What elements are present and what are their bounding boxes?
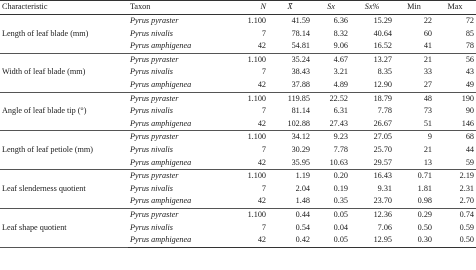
cell-characteristic: Width of leaf blade (mm) [0,53,128,92]
cell-min: 0.71 [394,170,434,183]
cell-n: 7 [261,222,266,232]
cell-n: 42 [228,118,268,131]
cell-n: 1.100 [228,170,268,183]
table-row [0,15,476,28]
cell-sx-pct: 16.52 [350,40,394,53]
cell-characteristic: Length of leaf petiole (mm) [0,131,128,170]
cell-max: 59 [434,157,476,170]
cell-n: 7 [261,67,266,77]
cell-taxon: Pyrus pyraster [128,170,228,183]
cell-taxon: Pyrus amphigenea [128,157,228,170]
cell-taxon: Pyrus amphigenea [128,195,228,208]
table-body [0,15,476,248]
header-min: Min [394,1,434,15]
cell-sx-pct: 26.67 [350,118,394,131]
cell-n: 42 [228,79,268,92]
cell-mean: 1.19 [268,170,312,183]
cell-mean: 0.54 [295,222,310,232]
cell-max: 72 [434,15,476,28]
cell-mean: 2.04 [295,183,310,193]
header-characteristic: Characteristic [0,1,128,15]
header-row [0,1,476,15]
cell-n: 1.100 [228,53,268,66]
cell-min: 13 [394,157,434,170]
table-row [0,53,476,66]
cell-sd: 9.23 [312,131,350,144]
cell-mean: 102.88 [268,118,312,131]
cell-mean: 30.29 [291,145,310,155]
cell-sx-pct: 13.27 [350,53,394,66]
cell-mean: 54.81 [268,40,312,53]
cell-taxon: Pyrus nivalis [130,222,173,232]
cell-max: 0.74 [434,208,476,221]
cell-characteristic: Leaf slenderness quotient [0,170,128,209]
cell-n: 7 [261,183,266,193]
cell-max: 2.19 [434,170,476,183]
cell-min: 0.30 [394,234,434,247]
cell-characteristic: Length of leaf blade (mm) [0,15,128,54]
cell-n: 42 [228,157,268,170]
cell-taxon: Pyrus nivalis [130,145,173,155]
table-row [0,170,476,183]
table-row [0,208,476,221]
cell-max: 2.31 [459,183,474,193]
cell-sd: 0.19 [333,183,348,193]
header-n: N [228,1,268,15]
cell-taxon: Pyrus nivalis [130,28,173,38]
cell-max: 44 [465,145,474,155]
cell-min: 22 [394,15,434,28]
cell-min: 0.98 [394,195,434,208]
cell-taxon: Pyrus amphigenea [128,118,228,131]
cell-mean: 0.42 [268,234,312,247]
cell-min: 9 [394,131,434,144]
cell-sd: 9.06 [312,40,350,53]
cell-max: 85 [465,28,474,38]
header-taxon: Taxon [128,1,228,15]
cell-sx-pct: 12.95 [350,234,394,247]
cell-sx-pct: 16.43 [350,170,394,183]
cell-taxon: Pyrus amphigenea [128,79,228,92]
cell-sx-pct: 8.35 [377,67,392,77]
cell-max: 78 [434,40,476,53]
cell-sx-pct: 27.05 [350,131,394,144]
cell-min: 73 [423,106,432,116]
cell-sd: 4.89 [312,79,350,92]
cell-mean: 119.85 [268,92,312,105]
cell-sd: 6.36 [312,15,350,28]
cell-max: 90 [465,106,474,116]
cell-sx-pct: 40.64 [373,28,392,38]
cell-sx-pct: 9.31 [377,183,392,193]
cell-n: 1.100 [228,92,268,105]
cell-n: 1.100 [228,131,268,144]
cell-min: 60 [423,28,432,38]
cell-taxon: Pyrus pyraster [128,53,228,66]
cell-taxon: Pyrus pyraster [128,208,228,221]
cell-n: 7 [261,145,266,155]
cell-mean: 41.59 [268,15,312,28]
cell-sd: 22.52 [312,92,350,105]
cell-n: 1.100 [228,15,268,28]
cell-min: 21 [423,145,432,155]
cell-max: 43 [465,67,474,77]
cell-min: 48 [394,92,434,105]
cell-taxon: Pyrus pyraster [128,15,228,28]
cell-max: 2.70 [434,195,476,208]
cell-sx-pct: 15.29 [350,15,394,28]
cell-sd: 3.21 [333,67,348,77]
cell-n: 42 [228,234,268,247]
cell-n: 42 [228,40,268,53]
cell-sd: 7.78 [333,145,348,155]
cell-taxon: Pyrus nivalis [130,106,173,116]
cell-max: 68 [434,131,476,144]
cell-sx-pct: 29.57 [350,157,394,170]
cell-max: 56 [434,53,476,66]
cell-sx-pct: 7.78 [377,106,392,116]
header-mean: X̄ [268,1,312,15]
cell-sd: 10.63 [312,157,350,170]
table-row [0,131,476,144]
cell-n: 7 [261,106,266,116]
cell-min: 27 [394,79,434,92]
cell-mean: 37.88 [268,79,312,92]
cell-max: 0.50 [434,234,476,247]
cell-taxon: Pyrus amphigenea [128,234,228,247]
cell-mean: 0.44 [268,208,312,221]
cell-mean: 81.14 [291,106,310,116]
cell-sx-pct: 25.70 [373,145,392,155]
cell-sd: 0.05 [312,234,350,247]
cell-min: 1.81 [417,183,432,193]
cell-n: 42 [228,195,268,208]
cell-max: 49 [434,79,476,92]
cell-mean: 78.14 [291,28,310,38]
cell-max: 0.59 [459,222,474,232]
cell-max: 146 [434,118,476,131]
cell-sd: 0.35 [312,195,350,208]
cell-sd: 4.67 [312,53,350,66]
cell-taxon: Pyrus amphigenea [128,40,228,53]
cell-sx-pct: 23.70 [350,195,394,208]
table-row [0,92,476,105]
cell-characteristic: Leaf shape quotient [0,208,128,247]
cell-sd: 0.20 [312,170,350,183]
cell-mean: 35.95 [268,157,312,170]
cell-min: 33 [423,67,432,77]
cell-min: 21 [394,53,434,66]
cell-taxon: Pyrus pyraster [128,131,228,144]
cell-sd: 8.32 [333,28,348,38]
cell-n: 7 [261,28,266,38]
cell-sd: 0.04 [333,222,348,232]
cell-sd: 6.31 [333,106,348,116]
cell-n: 1.100 [228,208,268,221]
cell-max: 190 [434,92,476,105]
header-sx-pct: Sx% [350,1,394,15]
header-sd: Sx [312,1,350,15]
cell-min: 0.50 [417,222,432,232]
cell-min: 41 [394,40,434,53]
cell-min: 51 [394,118,434,131]
cell-sx-pct: 12.36 [350,208,394,221]
cell-sx-pct: 12.90 [350,79,394,92]
cell-mean: 38.43 [291,67,310,77]
cell-taxon: Pyrus nivalis [130,67,173,77]
cell-sx-pct: 7.06 [377,222,392,232]
cell-sd: 0.05 [312,208,350,221]
cell-characteristic: Angle of leaf blade tip (°) [0,92,128,131]
cell-mean: 34.12 [268,131,312,144]
cell-mean: 35.24 [268,53,312,66]
header-max: Max [434,1,476,15]
cell-taxon: Pyrus nivalis [130,183,173,193]
cell-taxon: Pyrus pyraster [128,92,228,105]
cell-mean: 1.48 [268,195,312,208]
cell-min: 0.29 [394,208,434,221]
table-header [0,1,476,15]
cell-sx-pct: 18.79 [350,92,394,105]
cell-sd: 27.43 [312,118,350,131]
